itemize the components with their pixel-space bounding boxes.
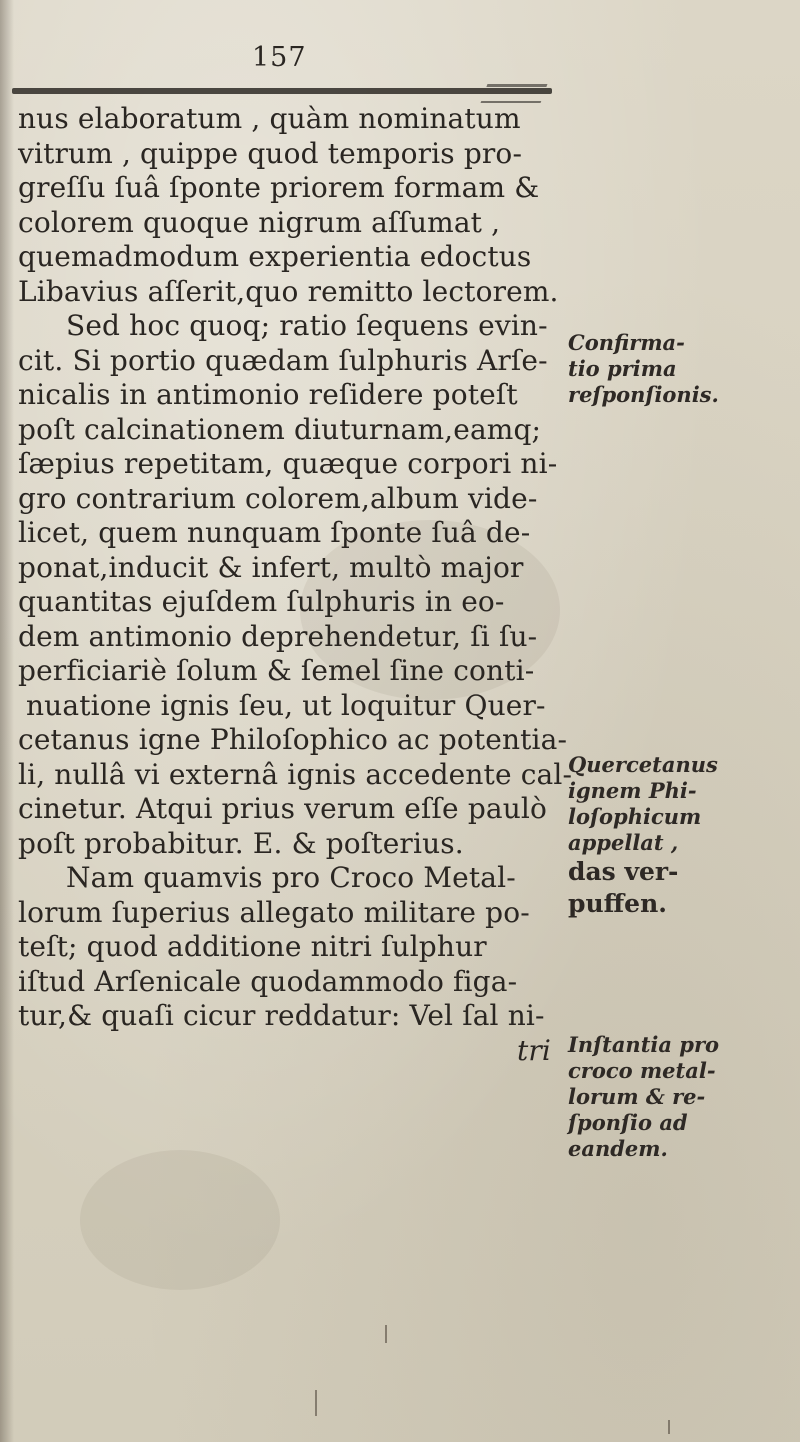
text-line: quemadmodum experientia edoctus bbox=[18, 240, 532, 273]
header-rule bbox=[12, 88, 552, 94]
header-rule-ornament bbox=[481, 84, 548, 103]
text-line: Nam quamvis pro Croco Metal- bbox=[66, 861, 516, 894]
text-line: Sed hoc quoq; ratio ſequens evin- bbox=[66, 309, 548, 342]
text-line: poſt calcinationem diuturnam,eamq; bbox=[18, 412, 542, 446]
margin-note-quercetanus bbox=[568, 752, 793, 920]
text-line: teſt; quod additione nitri ſulphur bbox=[18, 930, 487, 963]
text-line: nuatione ignis ſeu, ut loquitur Quer- bbox=[26, 688, 546, 722]
margin-note-line: tio prima bbox=[568, 356, 677, 381]
margin-note-line: lorum & re- bbox=[568, 1084, 706, 1109]
text-line: colorem quoque nigrum aſſumat , bbox=[18, 205, 501, 239]
margin-note-line: loſophicum bbox=[568, 804, 702, 829]
margin-note-line: eandem. bbox=[568, 1136, 668, 1161]
text-line: nicalis in antimonio reſidere poteſt bbox=[18, 378, 518, 411]
margin-note-confirmatio bbox=[568, 330, 793, 408]
text-line: cit. Si portio quædam ſulphuris Arſe- bbox=[18, 343, 548, 377]
text-line: quantitas ejuſdem ſulphuris in eo- bbox=[18, 585, 505, 618]
text-line: lorum ſuperius allegato militare po- bbox=[18, 895, 530, 929]
text-line: tur,& quaſi cicur reddatur: Vel ſal ni- bbox=[18, 999, 545, 1032]
ink-speck bbox=[668, 1420, 670, 1434]
margin-note-line: ſponſio ad bbox=[568, 1110, 688, 1135]
text-line: greſſu ſuâ ſponte priorem formam & bbox=[18, 171, 540, 204]
margin-note-german-line: puffen. bbox=[568, 889, 667, 918]
text-line: iſtud Arſenicale quodammodo figa- bbox=[18, 964, 518, 998]
margin-note-line: Quercetanus bbox=[568, 752, 718, 777]
margin-note-line: reſponſionis. bbox=[568, 382, 719, 407]
text-line: gro contrarium colorem,album vide- bbox=[18, 481, 538, 515]
catchword: tri bbox=[516, 1033, 551, 1067]
text-line: li, nullâ vi externâ ignis accedente cal- bbox=[18, 757, 573, 791]
margin-note-line: Inſtantia pro bbox=[568, 1032, 720, 1057]
text-line: nus elaboratum , quàm nominatum bbox=[18, 102, 521, 135]
margin-note-line: Confirma- bbox=[568, 330, 685, 355]
gutter-shadow bbox=[0, 0, 14, 1442]
text-line: cetanus igne Philoſophico ac potentia- bbox=[18, 723, 568, 756]
margin-note-line: ignem Phi- bbox=[568, 778, 697, 803]
page-number: 157 bbox=[252, 42, 307, 73]
text-line: poſt probabitur. E. & poſterius. bbox=[18, 826, 464, 860]
margin-note-line: appellat , bbox=[568, 830, 679, 855]
margin-note-line: croco metal- bbox=[568, 1058, 716, 1083]
ink-speck bbox=[315, 1390, 317, 1416]
margin-note-instantia bbox=[568, 1032, 793, 1162]
margin-note-german-line: das ver- bbox=[568, 857, 679, 886]
main-text-block bbox=[18, 102, 573, 1068]
text-line: Libavius aſſerit,quo remitto lectorem. bbox=[18, 274, 559, 308]
text-line: perficiariè ſolum & ſemel ſine conti- bbox=[18, 654, 535, 687]
text-line: cinetur. Atqui prius verum eſſe paulò bbox=[18, 792, 548, 825]
paper-stain bbox=[80, 1150, 280, 1290]
text-line: ſæpius repetitam, quæque corpori ni- bbox=[18, 447, 558, 480]
text-line: vitrum , quippe quod temporis pro- bbox=[18, 136, 523, 170]
text-line: dem antimonio deprehendetur, ſi ſu- bbox=[18, 619, 538, 653]
ink-speck bbox=[385, 1325, 387, 1343]
text-line: licet, quem nunquam ſponte ſuâ de- bbox=[18, 516, 531, 549]
text-line: ponat,inducit & infert, multò major bbox=[18, 550, 524, 584]
